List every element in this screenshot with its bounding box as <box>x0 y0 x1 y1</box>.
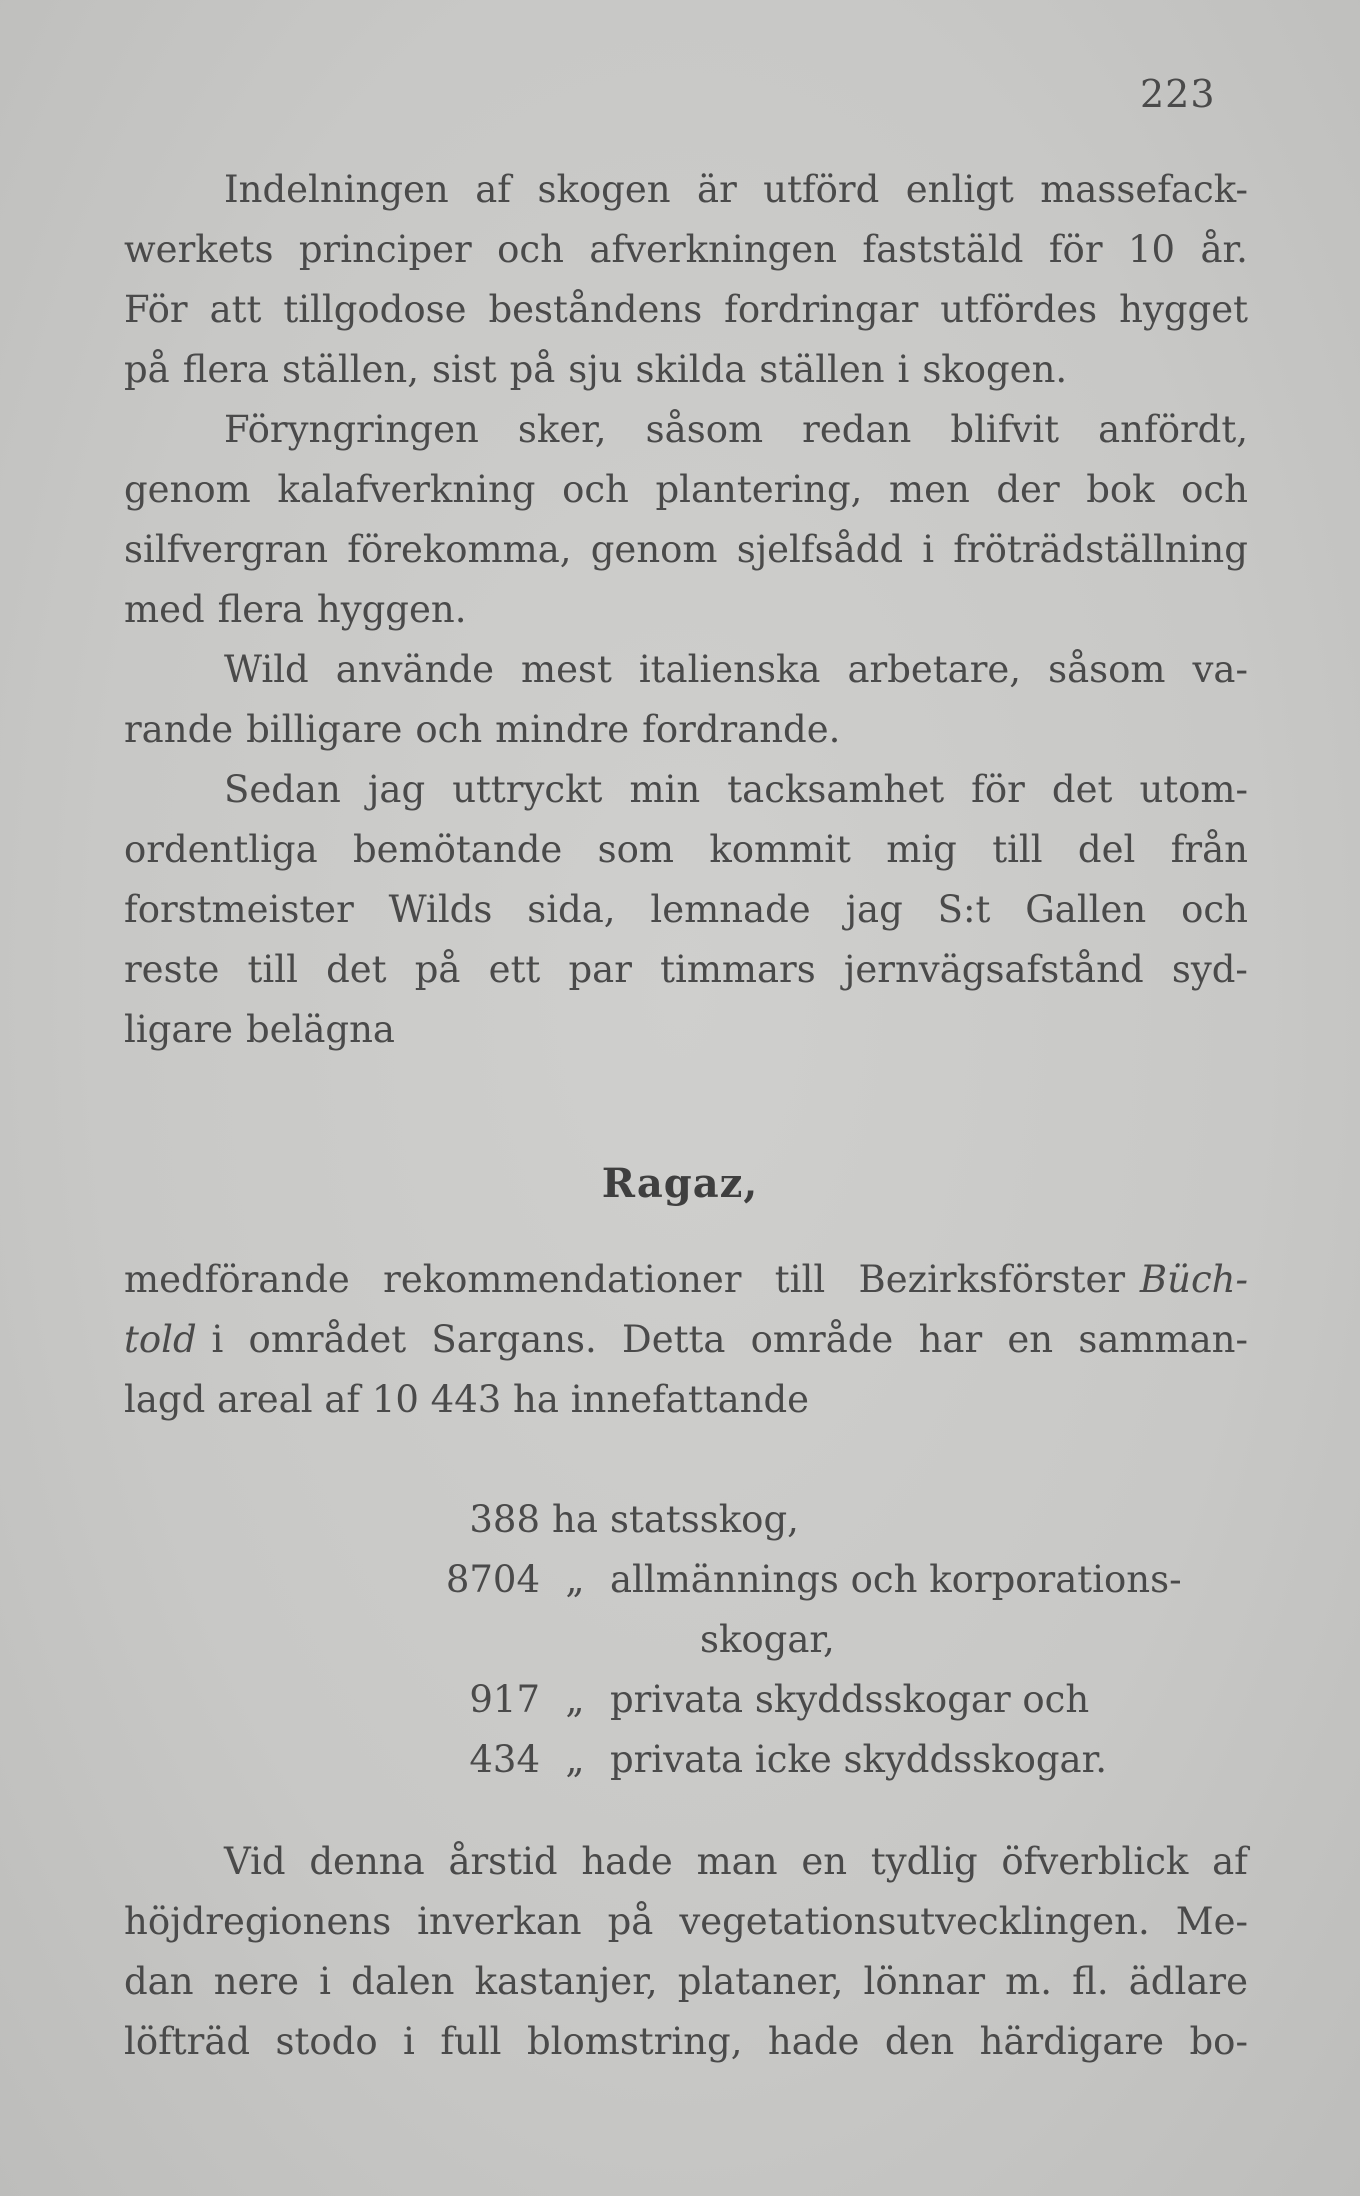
word: flera <box>217 588 304 631</box>
word: jag <box>367 768 426 811</box>
paragraph-medforande <box>124 1250 1248 1430</box>
word: såsom <box>1048 648 1166 691</box>
word: Sedan <box>224 768 341 811</box>
word: va- <box>1192 648 1248 691</box>
word: och <box>562 468 629 511</box>
list-text: privata icke skyddsskogar. <box>610 1738 1107 1781</box>
word: vegetationsutvecklingen. <box>679 1900 1150 1943</box>
word: man <box>696 1840 778 1883</box>
word: för <box>1048 228 1103 271</box>
word: rekommendationer <box>383 1258 742 1301</box>
word: tydlig <box>870 1840 978 1883</box>
word: höjdregionens <box>124 1900 392 1943</box>
word: och <box>415 708 483 751</box>
paragraph-wild <box>124 640 1248 760</box>
word: på <box>124 348 170 391</box>
page-number: 223 <box>1140 72 1216 116</box>
list-number: 388 <box>469 1498 540 1541</box>
word: kastanjer, <box>474 1960 658 2003</box>
list-unit: „ <box>565 1738 585 1781</box>
text-line <box>124 640 1248 700</box>
paragraph-sedan <box>124 760 1248 1060</box>
word: och <box>1181 888 1248 931</box>
word: rande <box>124 708 234 751</box>
word: och <box>1181 468 1248 511</box>
list-unit: „ <box>565 1558 585 1601</box>
text-line <box>124 340 1248 400</box>
list-unit: „ <box>565 1678 585 1721</box>
word: dan <box>124 1960 194 2003</box>
word: silfvergran <box>124 528 329 571</box>
word: skogen. <box>922 348 1068 391</box>
word: sist <box>431 348 497 391</box>
word: att <box>209 288 262 331</box>
list-text: skogar, <box>700 1618 835 1661</box>
text-line <box>124 220 1248 280</box>
word: ställen, <box>281 348 420 391</box>
word: förekomma, <box>347 528 572 571</box>
word: fordrande. <box>642 708 841 751</box>
word: forstmeister <box>124 888 354 931</box>
word: jag <box>845 888 903 931</box>
word: lönnar <box>863 1960 986 2003</box>
list-number: 917 <box>469 1678 540 1721</box>
word: kalafverkning <box>277 468 536 511</box>
word: skilda <box>635 348 747 391</box>
text-line <box>124 1832 1248 1892</box>
word: ordentliga <box>124 828 318 871</box>
word: som <box>597 828 674 871</box>
text-line: lagd areal af 10 443 ha innefattande <box>124 1378 810 1421</box>
list-number: 434 <box>469 1738 540 1781</box>
word: årstid <box>448 1840 558 1883</box>
word: skogen <box>537 168 671 211</box>
word: det <box>1051 768 1113 811</box>
word: i <box>922 528 935 571</box>
word: utförd <box>763 168 880 211</box>
list-item <box>420 1490 1240 1550</box>
word: löfträd <box>124 2020 251 2063</box>
text-line <box>124 880 1248 940</box>
word: bo- <box>1189 2020 1248 2063</box>
text-line <box>124 1310 1248 1370</box>
word: för <box>971 768 1025 811</box>
word: ligare <box>124 1008 233 1051</box>
word: af <box>475 168 511 211</box>
word: flera <box>182 348 270 391</box>
word: jernvägsafstånd <box>843 948 1144 991</box>
word: Me- <box>1175 1900 1248 1943</box>
word: 10 <box>1127 228 1176 271</box>
word: i <box>897 348 910 391</box>
word: till <box>247 948 298 991</box>
word: fröträdställning <box>953 528 1248 571</box>
word: såsom <box>645 408 764 451</box>
text-line <box>124 1250 1248 1310</box>
word: med <box>124 588 205 631</box>
word: dalen <box>351 1960 455 2003</box>
word: ädlare <box>1128 1960 1248 2003</box>
list-number: 8704 <box>445 1558 540 1601</box>
word: werkets <box>124 228 274 271</box>
word: från <box>1170 828 1248 871</box>
word: arbetare, <box>847 648 1022 691</box>
word: plantering, <box>655 468 863 511</box>
word: blomstring, <box>526 2020 743 2063</box>
word: på <box>509 348 556 391</box>
word: Wild <box>224 648 309 691</box>
list-text: statsskog, <box>610 1498 799 1541</box>
text-line <box>124 940 1248 1000</box>
word: fordringar <box>724 288 919 331</box>
text-line <box>124 280 1248 340</box>
list-item <box>420 1730 1240 1790</box>
word: Wilds <box>388 888 493 931</box>
word: full <box>440 2020 502 2063</box>
word: anfördt, <box>1098 408 1248 451</box>
word: Föryngringen <box>224 408 479 451</box>
word: plataner, <box>677 1960 844 2003</box>
text-run: i området Sargans. Detta område har en samman- <box>211 1318 1248 1361</box>
word: massefack- <box>1040 168 1248 211</box>
text-line <box>124 760 1248 820</box>
word: Vid <box>224 1840 286 1883</box>
word: redan <box>802 408 912 451</box>
list-item <box>420 1610 1240 1670</box>
word: sju <box>568 348 623 391</box>
word: af <box>1212 1840 1248 1883</box>
italic-name: told <box>124 1318 197 1361</box>
word: uttryckt <box>452 768 603 811</box>
word: bemötande <box>353 828 563 871</box>
word: bok <box>1086 468 1155 511</box>
text-line <box>124 700 1248 760</box>
word: principer <box>298 228 472 271</box>
list-text: allmännings och korporations- <box>610 1558 1182 1601</box>
word: men <box>888 468 970 511</box>
word: S:t <box>937 888 991 931</box>
word: i <box>319 1960 332 2003</box>
word: Bezirksförster <box>858 1258 1126 1301</box>
word: inverkan <box>417 1900 582 1943</box>
word: reste <box>124 948 220 991</box>
word: öfverblick <box>1001 1840 1189 1883</box>
word: och <box>497 228 564 271</box>
paragraph-foryngringen <box>124 400 1248 640</box>
text-line <box>124 460 1248 520</box>
list-item <box>420 1670 1240 1730</box>
word: sida, <box>527 888 616 931</box>
word: mig <box>886 828 957 871</box>
word: lemnade <box>650 888 811 931</box>
word: Indelningen <box>224 168 449 211</box>
word: på <box>607 1900 654 1943</box>
italic-name: Büch- <box>1139 1258 1248 1301</box>
paragraph-vid-denna <box>124 1832 1248 2072</box>
word: medförande <box>124 1258 350 1301</box>
word: hade <box>767 2020 860 2063</box>
word: utom- <box>1139 768 1248 811</box>
area-list <box>420 1490 1240 1790</box>
word: billigare <box>246 708 403 751</box>
word: härdigare <box>979 2020 1165 2063</box>
word: afverkningen <box>589 228 837 271</box>
word: hyggen. <box>316 588 467 631</box>
word: i <box>403 2020 415 2063</box>
word: ställen <box>759 348 885 391</box>
word: der <box>996 468 1060 511</box>
word: del <box>1077 828 1136 871</box>
text-line <box>124 1000 1248 1060</box>
word: nere <box>213 1960 300 2003</box>
text-line <box>124 820 1248 880</box>
word: sker, <box>517 408 607 451</box>
text-line <box>124 520 1248 580</box>
word: faststäld <box>862 228 1024 271</box>
word: kommit <box>709 828 851 871</box>
text-line <box>124 2012 1248 2072</box>
word: För <box>124 288 188 331</box>
text-line <box>124 1952 1248 2012</box>
word: enligt <box>905 168 1014 211</box>
word: hade <box>581 1840 673 1883</box>
word: genom <box>590 528 718 571</box>
word: genom <box>124 468 251 511</box>
word: stodo <box>275 2020 378 2063</box>
word: använde <box>335 648 494 691</box>
text-run <box>124 1250 1125 1310</box>
section-heading: Ragaz, <box>601 1160 759 1207</box>
word: till <box>774 1258 826 1301</box>
word: denna <box>309 1840 425 1883</box>
word: belägna <box>245 1008 395 1051</box>
word: italienska <box>638 648 821 691</box>
word: mest <box>521 648 612 691</box>
text-line <box>124 1892 1248 1952</box>
word: par <box>568 948 632 991</box>
word: tacksamhet <box>727 768 945 811</box>
word: den <box>884 2020 955 2063</box>
word: beståndens <box>488 288 703 331</box>
list-item <box>420 1550 1240 1610</box>
word: på <box>414 948 461 991</box>
word: Gallen <box>1025 888 1147 931</box>
text-line <box>124 160 1248 220</box>
word: utfördes <box>940 288 1098 331</box>
word: blifvit <box>950 408 1060 451</box>
word: syd- <box>1171 948 1248 991</box>
word: är <box>697 168 737 211</box>
word: år. <box>1200 228 1248 271</box>
word: fl. <box>1072 1960 1109 2003</box>
word: mindre <box>495 708 630 751</box>
text-line <box>124 400 1248 460</box>
word: tillgodose <box>283 288 467 331</box>
word: ett <box>488 948 541 991</box>
list-text: privata skyddsskogar och <box>610 1678 1090 1721</box>
word: min <box>629 768 701 811</box>
word: sjelfsådd <box>736 528 904 571</box>
word: m. <box>1005 1960 1053 2003</box>
word: en <box>801 1840 848 1883</box>
word: till <box>992 828 1043 871</box>
text-line <box>124 580 1248 640</box>
list-unit: ha <box>552 1498 598 1541</box>
word: hygget <box>1119 288 1248 331</box>
word: timmars <box>660 948 816 991</box>
word: det <box>326 948 387 991</box>
paragraph-indelningen <box>124 160 1248 400</box>
